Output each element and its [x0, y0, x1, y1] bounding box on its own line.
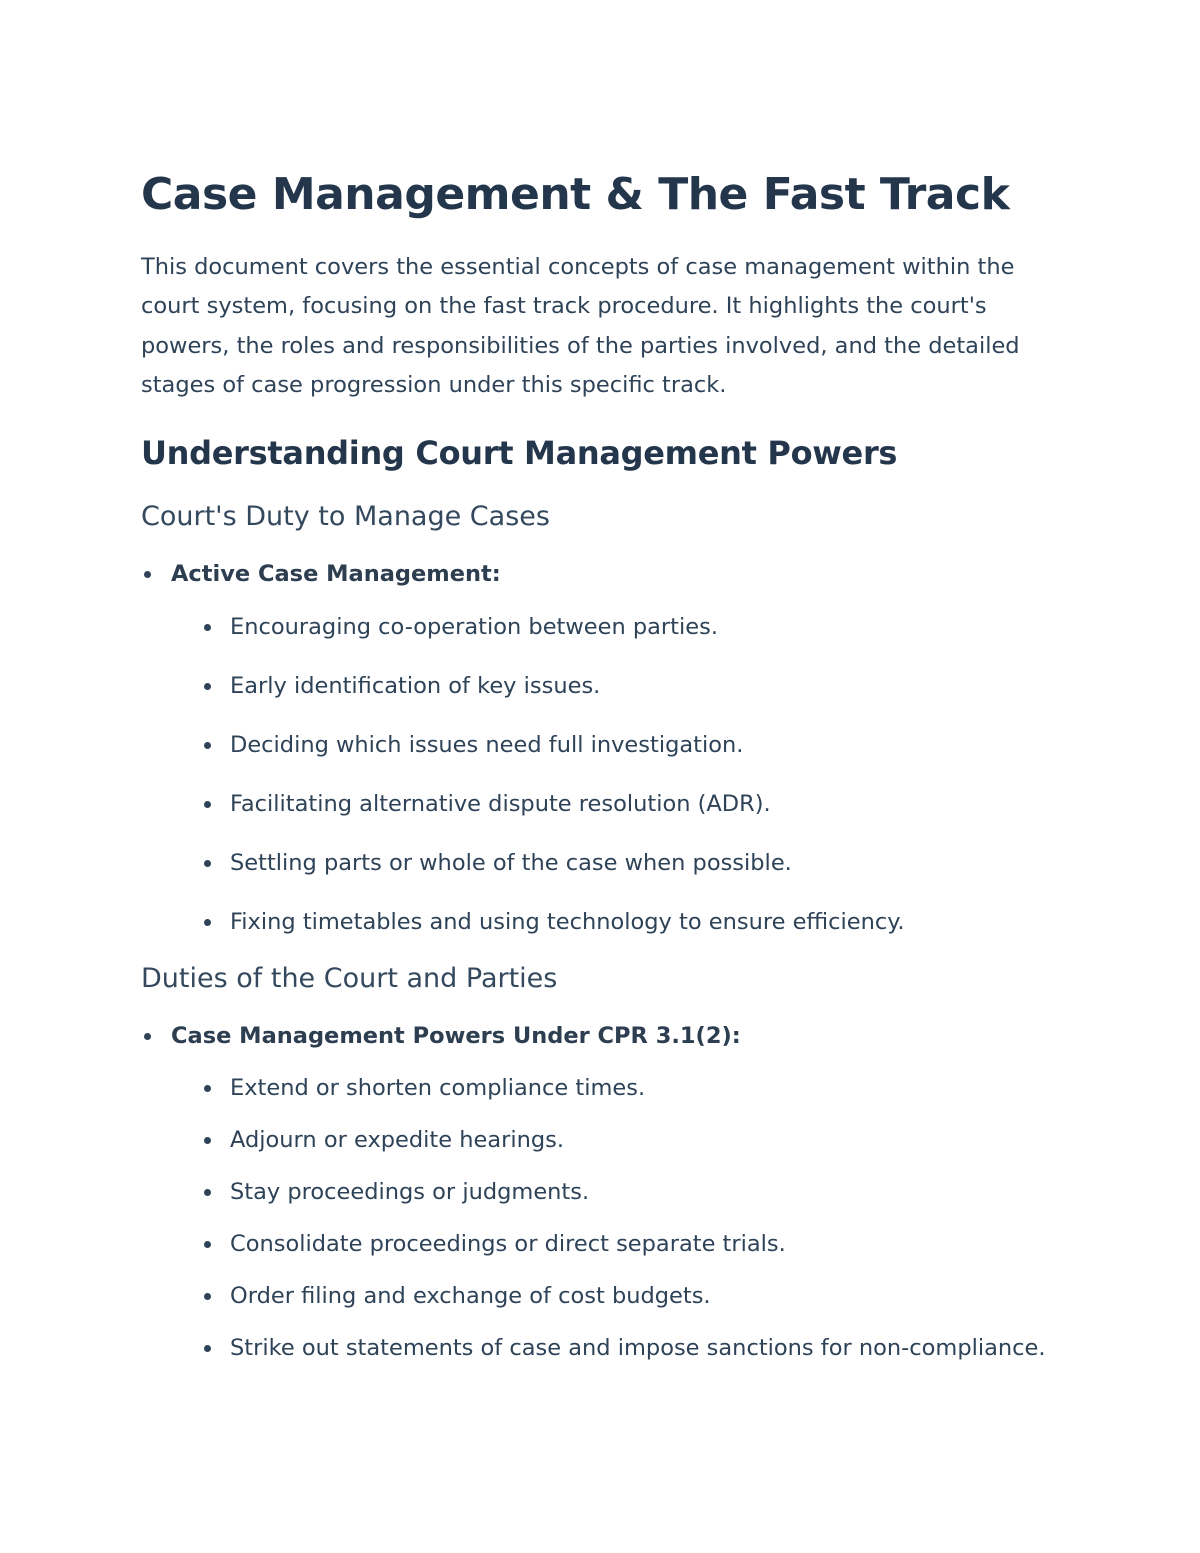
list-item [141, 557, 1061, 942]
list-item [171, 1276, 1061, 1316]
bullet-icon [204, 624, 211, 631]
list-item-text: Deciding which issues need full investigation. [230, 732, 744, 759]
subsection-heading-duties-court-parties: Duties of the Court and Parties [141, 963, 558, 995]
bullet-icon [204, 1189, 211, 1196]
document-page [141, 168, 1061, 1368]
bullet-icon [144, 571, 151, 578]
list-item [171, 843, 1061, 883]
list-item [171, 725, 1061, 765]
list-item-text: Facilitating alternative dispute resolution (ADR). [230, 791, 771, 818]
bullet-list-cpr-powers [141, 1019, 1061, 1368]
bullet-list-active-case-management [141, 557, 1061, 942]
list-item-text: Extend or shorten compliance times. [230, 1075, 646, 1102]
bullet-icon [204, 801, 211, 808]
list-item-text: Fixing timetables and using technology to ensure efficiency. [230, 909, 905, 936]
list-item [141, 1019, 1061, 1368]
list-item [171, 1328, 1061, 1368]
bullet-icon [204, 683, 211, 690]
list-item-text: Consolidate proceedings or direct separate trials. [230, 1231, 786, 1258]
list-item [171, 1068, 1061, 1108]
bullet-icon [204, 1085, 211, 1092]
document-title: Case Management & The Fast Track [141, 169, 1010, 220]
list-item [171, 666, 1061, 706]
subsection-heading-courts-duty: Court's Duty to Manage Cases [141, 501, 550, 533]
list-item [171, 607, 1061, 647]
bullet-icon [204, 1293, 211, 1300]
list-item-text: Settling parts or whole of the case when possible. [230, 850, 792, 877]
list-item [171, 1120, 1061, 1160]
bullet-icon [204, 1345, 211, 1352]
list-item [171, 784, 1061, 824]
intro-paragraph: This document covers the essential concepts of case management within the court system, focusing on the fast track procedure. It highlights the court's powers, the roles and responsibilities of the parties involved, and the detailed stages of case progression under this specific track. [141, 254, 1020, 398]
list-group-label: Case Management Powers Under CPR 3.1(2): [171, 1023, 741, 1050]
list-item-text: Adjourn or expedite hearings. [230, 1127, 565, 1154]
bullet-icon [204, 742, 211, 749]
bullet-icon [144, 1033, 151, 1040]
sub-bullet-list [171, 607, 1061, 942]
list-item-text: Encouraging co-operation between parties. [230, 614, 718, 641]
list-group-label: Active Case Management: [171, 561, 501, 588]
list-item [171, 902, 1061, 942]
list-item [171, 1224, 1061, 1264]
list-item-text: Early identification of key issues. [230, 673, 601, 700]
bullet-icon [204, 1241, 211, 1248]
list-item-text: Order filing and exchange of cost budgets. [230, 1283, 711, 1310]
bullet-icon [204, 860, 211, 867]
list-item-text: Stay proceedings or judgments. [230, 1179, 590, 1206]
list-item [171, 1172, 1061, 1212]
list-item-text: Strike out statements of case and impose sanctions for non-compliance. [230, 1335, 1046, 1362]
section-heading-court-management-powers: Understanding Court Management Powers [141, 434, 898, 473]
bullet-icon [204, 1137, 211, 1144]
bullet-icon [204, 919, 211, 926]
sub-bullet-list [171, 1068, 1061, 1368]
